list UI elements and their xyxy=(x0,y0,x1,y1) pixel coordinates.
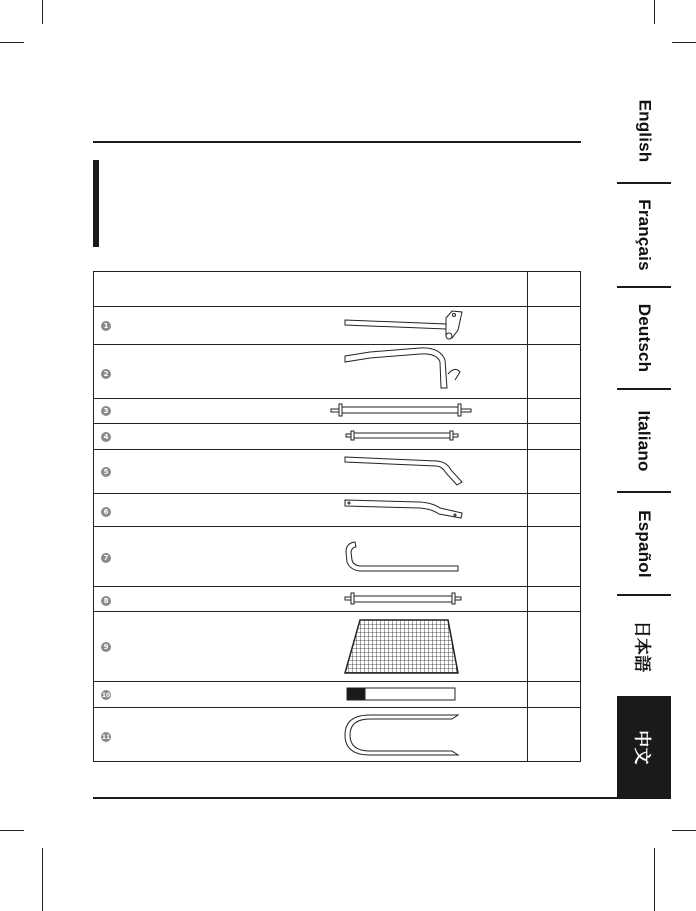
tab-italiano-label: Italiano xyxy=(635,409,655,472)
part-number-badge: 11 xyxy=(101,733,111,741)
footer-rule xyxy=(93,797,617,799)
tab-francais[interactable] xyxy=(617,182,671,286)
part-number-badge: 5 xyxy=(101,467,111,477)
tab-deutsch[interactable] xyxy=(617,286,671,388)
part-number-badge: 8 xyxy=(101,596,111,606)
crop-mark-top-left-v xyxy=(42,0,43,24)
table-row-part-3 xyxy=(94,398,580,424)
tab-chinese[interactable] xyxy=(617,696,671,799)
table-row-part-7 xyxy=(94,526,580,587)
parts-table xyxy=(93,271,581,762)
table-row-part-2 xyxy=(94,344,580,399)
tab-english[interactable] xyxy=(617,80,671,182)
tab-chinese-label: 中文 xyxy=(632,730,652,765)
crop-mark-top-right-h xyxy=(672,42,696,43)
crop-mark-bottom-right-h xyxy=(672,830,696,831)
table-row-part-11 xyxy=(94,707,580,763)
tab-english-label: English xyxy=(635,99,655,163)
part-number-badge: 2 xyxy=(101,369,111,379)
part-number-badge: 7 xyxy=(101,553,111,563)
crop-mark-bottom-left-h xyxy=(0,830,24,831)
tab-espanol-label: Español xyxy=(635,509,654,578)
table-row-part-10 xyxy=(94,681,580,708)
crop-mark-bottom-right-v xyxy=(654,848,655,911)
part-number-badge: 3 xyxy=(101,406,111,416)
part-number-badge: 6 xyxy=(101,507,111,517)
table-row-part-5 xyxy=(94,449,580,494)
tab-espanol[interactable] xyxy=(617,491,671,594)
table-row-part-6 xyxy=(94,493,580,527)
table-row-part-9 xyxy=(94,611,580,682)
table-row-part-4 xyxy=(94,423,580,450)
section-heading-bar xyxy=(93,160,99,247)
crop-mark-top-left-h xyxy=(0,42,24,43)
part-number-badge: 10 xyxy=(101,691,111,699)
tab-francais-label: Français xyxy=(635,199,654,271)
part-number-badge: 1 xyxy=(101,321,111,331)
part-number-badge: 9 xyxy=(101,642,111,652)
crop-mark-bottom-left-v xyxy=(42,848,43,911)
tab-japanese[interactable] xyxy=(617,594,671,696)
part-number-badge: 4 xyxy=(101,432,111,442)
tab-deutsch-label: Deutsch xyxy=(635,303,655,373)
header-rule xyxy=(93,141,581,143)
tab-japanese-label: 日本語 xyxy=(632,620,652,672)
tab-italiano[interactable] xyxy=(617,388,671,491)
table-row-part-1 xyxy=(94,306,580,345)
crop-mark-top-right-v xyxy=(654,0,655,24)
table-row-part-8 xyxy=(94,586,580,612)
